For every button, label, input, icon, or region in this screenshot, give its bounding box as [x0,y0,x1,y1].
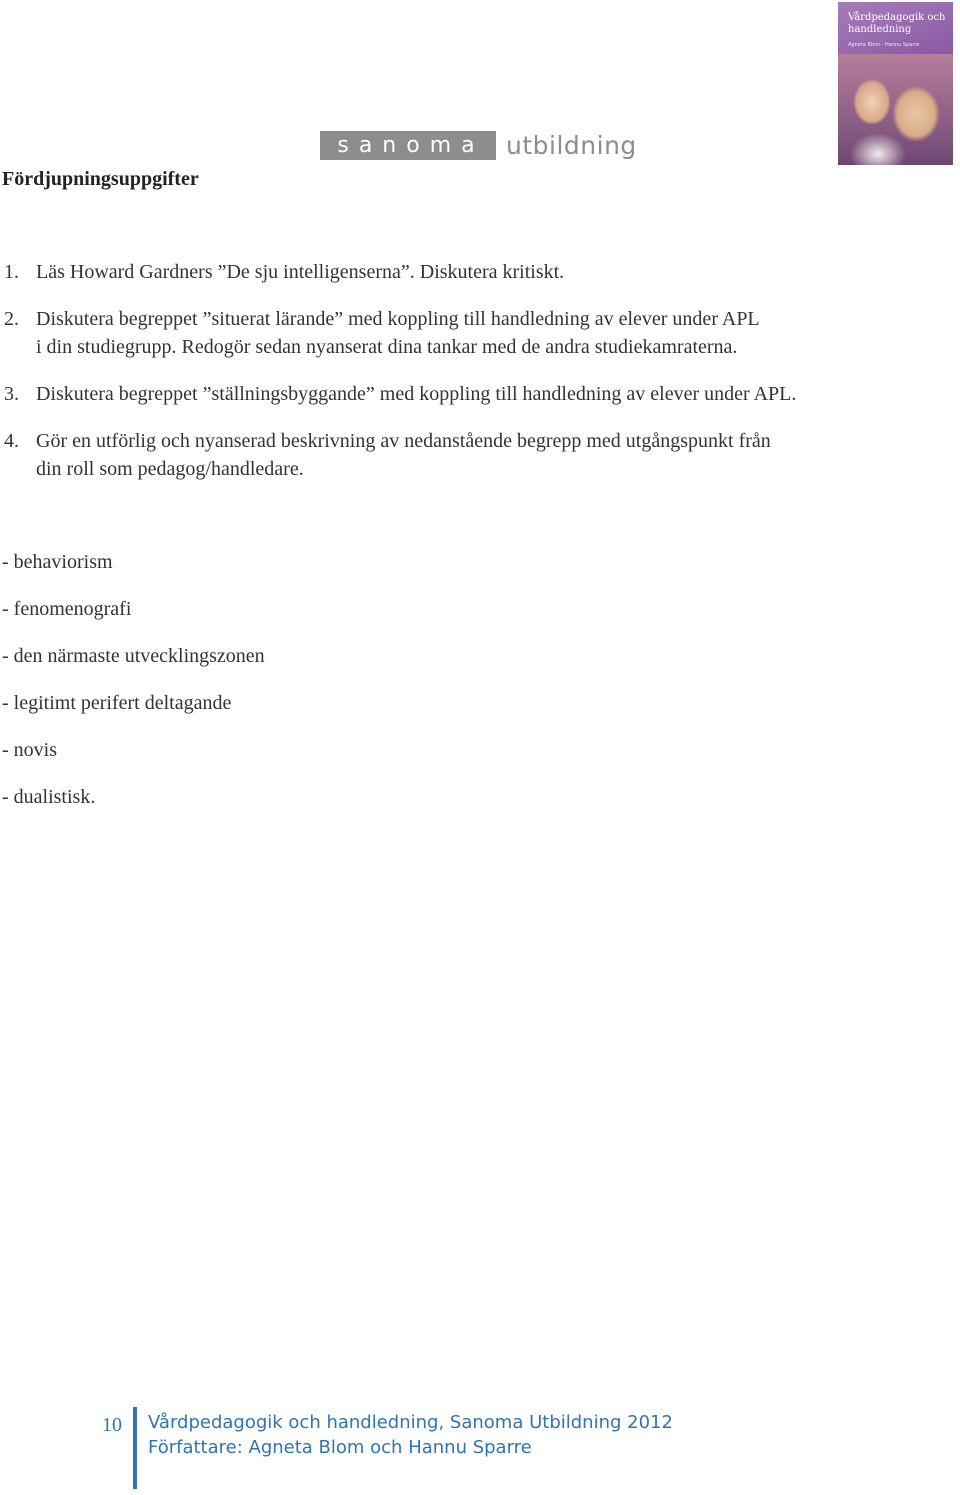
task-text-continued: i din studiegrupp. Redogör sedan nyanserat dina tankar med de andra studiekamraterna. [36,336,738,358]
task-number: 4. [4,430,19,452]
book-cover-image [838,2,953,165]
task-text-continued: din roll som pedagog/handledare. [36,458,304,480]
concept-item: - den närmaste utvecklingszonen [2,645,265,667]
footer-divider [133,1407,137,1489]
concept-item: - fenomenografi [2,598,132,620]
publisher-logo [320,131,637,160]
concept-item: - dualistisk. [2,786,96,808]
task-text: Diskutera begreppet ”situerat lärande” med koppling till handledning av elever under APL [36,308,760,330]
cover-subtitle: Agneta Blom · Hannu Sparre [848,42,920,48]
task-number: 1. [4,261,19,283]
logo-brand-box: sanoma [320,131,496,160]
concept-item: - behaviorism [2,551,113,573]
page-heading: Fördjupningsuppgifter [2,168,199,190]
concept-item: - novis [2,739,57,761]
task-number: 2. [4,308,19,330]
task-text: Diskutera begreppet ”ställningsbyggande” med koppling till handledning av elever under APL. [36,383,797,405]
task-text: Gör en utförlig och nyanserad beskrivning av nedanstående begrepp med utgångspunkt från [36,430,771,452]
task-number: 3. [4,383,19,405]
cover-title: Vårdpedagogik och handledning [848,12,946,35]
logo-word: utbildning [506,131,637,160]
footer-book-info: Vårdpedagogik och handledning, Sanoma Utbildning 2012 [148,1412,673,1433]
page-number: 10 [102,1414,122,1436]
task-text: Läs Howard Gardners ”De sju intelligenserna”. Diskutera kritiskt. [36,261,565,283]
footer-authors: Författare: Agneta Blom och Hannu Sparre [148,1437,532,1458]
cover-photo [838,54,953,165]
concept-item: - legitimt perifert deltagande [2,692,232,714]
